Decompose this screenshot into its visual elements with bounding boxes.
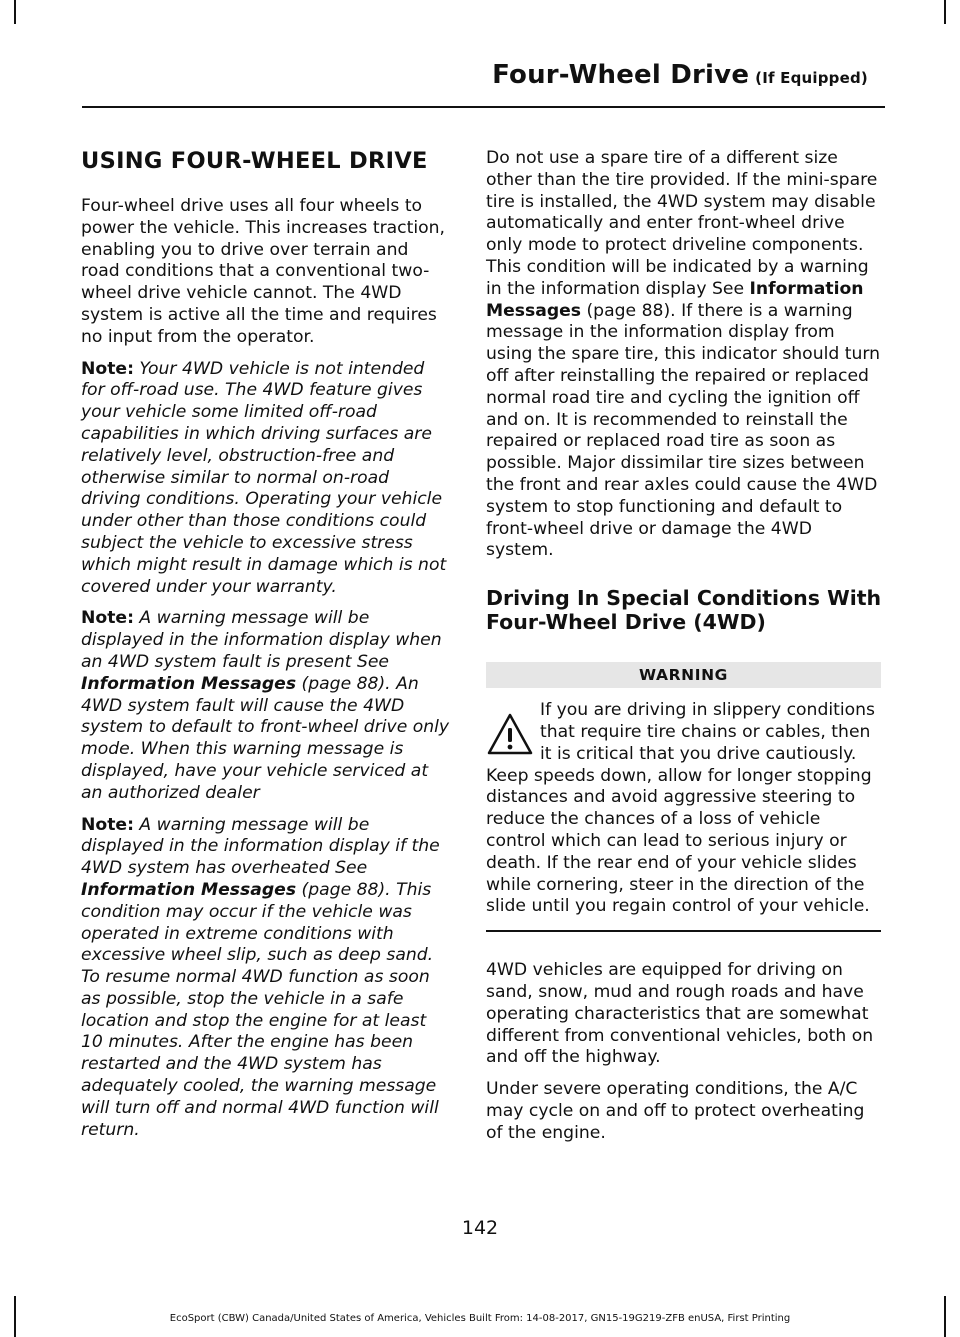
header-title-text: Four-Wheel Drive [492, 60, 750, 90]
note-text: Your 4WD vehicle is not intended for off-road use. The 4WD feature gives your vehicle some limited off-road capabilities in which driving surfaces are relatively level, obstruction-free and otherwise similar to normal on-road driving conditions. Operating your vehicle under other than those conditions could subject the vehicle to excessive stress which might result in damage which is not covered under your warranty. [81, 358, 447, 597]
warning-triangle-icon [486, 712, 534, 756]
note-offroad [81, 359, 450, 599]
page-number: 142 [461, 1217, 499, 1239]
4wd-vehicles-paragraph: 4WD vehicles are equipped for driving on sand, snow, mud and rough roads and have operating characteristics that are somewhat different from conventional vehicles, both on and off the highway. [486, 960, 874, 1068]
note-overheated [81, 815, 450, 1142]
left-column [81, 148, 450, 1151]
paragraph-text: Do not use a spare tire of a different size other than the tire provided. If the mini-spare tire is installed, the 4WD system may disable automatically and enter front-wheel drive only mode to protect driveline components. This condition will be indicated by a warning in the information display See [486, 148, 878, 299]
cross-reference-link[interactable]: Information Messages [81, 879, 297, 900]
ac-paragraph: Under severe operating conditions, the A/C may cycle on and off to protect overheating of the engine. [486, 1079, 865, 1143]
page-header-title [492, 60, 868, 90]
note-text: (page 88). An 4WD system fault will cause the 4WD system to default to front-wheel drive only mode. When this warning message is displayed, have your vehicle serviced at an authorized dealer [81, 673, 450, 803]
header-rule [82, 106, 885, 108]
note-label: Note: [81, 358, 134, 379]
cross-reference-link[interactable]: Information Messages [486, 278, 864, 321]
right-column [486, 148, 881, 1154]
note-label: Note: [81, 814, 134, 835]
paragraph-text: (page 88). If there is a warning message in the information display from using the spare tire, this indicator should turn off after reinstalling the repaired or replaced normal road tire and cycling the ignition off and on. It is recommended to reinstall the repaired or replaced road tire as soon as possible. Major dissimilar tire sizes between the front and rear axles could cause the 4WD system to stop functioning and default to front-wheel drive or damage the 4WD system. [486, 300, 881, 561]
crop-mark-top-left [14, 0, 16, 24]
note-system-fault [81, 608, 450, 804]
warning-rule [486, 930, 881, 932]
note-text: A warning message will be displayed in the information display when an 4WD system fault is present See [81, 608, 442, 672]
header-subtitle: (If Equipped) [755, 69, 868, 87]
note-label: Note: [81, 608, 134, 629]
crop-mark-top-right [944, 0, 946, 24]
warning-text: If you are driving in slippery conditions that require tire chains or cables, then it is critical that you drive cautiously. Keep speeds down, allow for longer stopping distances and avoid aggressive steering to reduce the chances of a loss of vehicle control which can lead to serious injury or death. If the rear end of your vehicle slides while cornering, steer in the direction of the slide until you regain control of your vehicle. [486, 700, 876, 917]
cross-reference-link[interactable]: Information Messages [81, 673, 297, 694]
intro-paragraph: Four-wheel drive uses all four wheels to power the vehicle. This increases traction, enabling you to drive over terrain and road conditions that a conventional two-wheel drive vehicle cannot. The 4WD system is active all the time and requires no input from the operator. [81, 196, 446, 347]
section-heading: USING FOUR-WHEEL DRIVE [81, 148, 428, 174]
subsection-heading-line: Four-Wheel Drive (4WD) [486, 610, 766, 635]
note-text: (page 88). This condition may occur if the vehicle was operated in extreme conditions with excessive wheel slip, such as deep sand. To resume normal 4WD function as soon as possible, stop the vehicle in a safe location and stop the engine for at least 10 minutes. After the engine has been restarted and the 4WD system has adequately cooled, the warning message will turn off and normal 4WD function will return. [81, 879, 439, 1140]
note-text: A warning message will be displayed in the information display if the 4WD system has overheated See [81, 814, 440, 879]
subsection-heading-line: Driving In Special Conditions With [486, 586, 882, 611]
warning-block [486, 700, 881, 918]
spare-tire-paragraph [486, 148, 881, 562]
warning-banner: WARNING [486, 662, 881, 688]
footer-text: EcoSport (CBW) Canada/United States of America, Vehicles Built From: 14-08-2017, GN15-19G219-ZFB enUSA, First Printing [169, 1313, 791, 1324]
subsection-heading [486, 586, 881, 634]
